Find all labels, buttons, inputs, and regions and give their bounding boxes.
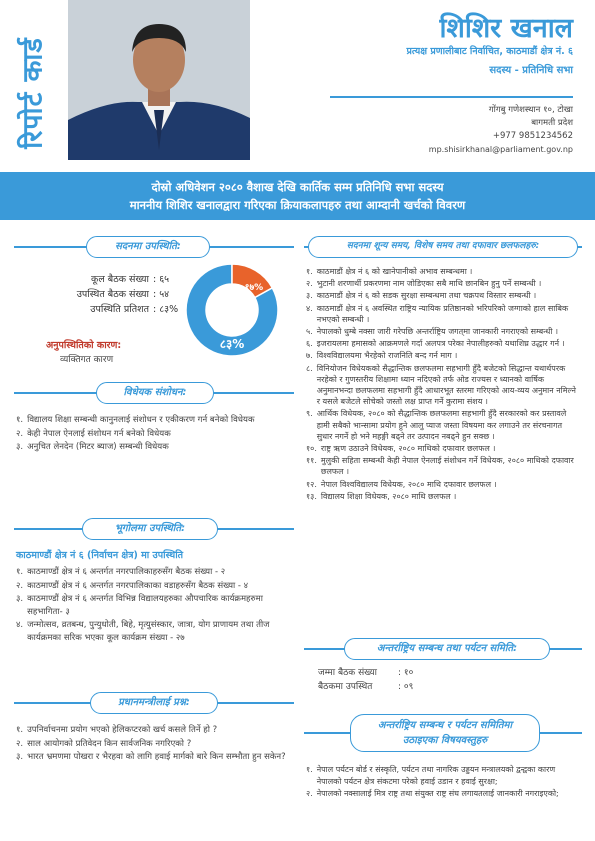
header-divider (330, 96, 573, 98)
pm-questions-heading: प्रधानमन्त्रीलाई प्रश्न: (90, 692, 218, 714)
donut-label-present: ८३% (219, 337, 245, 351)
geography-title: काठमाण्डौं क्षेत्र नं ६ (निर्वाचन क्षेत्र) मा उपस्थिति (16, 550, 184, 561)
intl-issues-heading-line-2: उठाइएका विषयवस्तुहरु (402, 735, 488, 746)
member-name: शिशिर खनाल (439, 13, 573, 44)
list-item: ९. आर्थिक विधेयक, २०८० को सैद्धान्तिक छलफलमा सहभागी हुँदै सरकारको कर प्रस्तावले हामी सबैको भान्सामा प्रयोग हुने आलु प्याज जस्ता विषयमा कर लगाउने तर संरचनागत सुधार नगर्ने हो भने महङ्गी बढ्ने तर उत्पादन नबढ्ने हुन सक्छ । (306, 409, 567, 441)
list-item: १३. विद्यालय शिक्षा विधेयक, २०८० माथि छलफल । (306, 491, 457, 501)
list-item: ४. काठमाडौं क्षेत्र नं ६ अवस्थित राष्ट्रिय न्यायिक प्रतिष्ठानको भरिपरिको जग्गाको हाल साबिक नभएको सम्बन्धी । (306, 303, 569, 324)
list-item: २. साल आयोगको प्रतिवेदन किन सार्वजनिक नगरिएको ? (16, 738, 192, 749)
contact-block (313, 104, 573, 156)
house-issues-list (306, 266, 580, 503)
bills-section-header (14, 382, 294, 404)
intl-issues-heading-line-1: अन्तर्राष्ट्रिय सम्बन्ध र पर्यटन समितिमा (377, 720, 513, 731)
address: गोंगबु गणेशस्थान १०, टोखा (488, 105, 573, 115)
list-item: ३. काठमाण्डौं क्षेत्र नं ६ अन्तर्गत विभिन्न विद्यालयहरुका औपचारिक कार्यक्रमहरुमा सहभागिता- ३ (16, 594, 263, 617)
list-item: २. नेपालको नक्सालाई मित्र राष्ट्र तथा संयुक्त राष्ट्र संघ लगायतलाई जानकारी नगराइएको; (306, 789, 559, 798)
house-issues-section-header (304, 236, 582, 258)
list-item: ४. जन्मोत्सव, व्रतबन्ध, पुन्युधोती, बिहे, मृत्युसंस्कार, जात्रा, योग प्राणायम तथा तीज कार्यक्रमका सरिक भएका कूल कार्यक्रम संख्या - २७ (16, 620, 270, 643)
list-item: २. केही नेपाल ऐनलाई संशोधन गर्न बनेको विधेयक (16, 428, 171, 439)
stat-label: बैठकमा उपस्थित (318, 682, 373, 692)
intl-committee-section-header (304, 638, 582, 660)
province: बागमती प्रदेश (531, 118, 573, 128)
absence-reason: व्यक्तिगत कारण (60, 355, 114, 365)
list-item: १. विद्यालय शिक्षा सम्बन्धी कानुनलाई संशोधन र एकीकरण गर्न बनेको विधेयक (16, 415, 255, 425)
absence-heading: अनुपस्थितिको कारण: (46, 340, 122, 351)
stat-row (20, 287, 195, 302)
pm-questions-list (16, 724, 286, 765)
stat-value: : ०९ (398, 682, 414, 692)
stat-row (20, 272, 195, 287)
email-link[interactable]: mp.shisirkhanal@parliament.gov.np (428, 145, 573, 154)
list-item: १०. राष्ट्र ऋण उठाउने विधेयक, २०८० माथिको दफावार छलफल । (306, 444, 496, 454)
phone: +977 9851234562 (492, 131, 573, 141)
donut-label-absent: १७% (244, 283, 264, 293)
stat-value: : ६५ (153, 274, 170, 285)
banner-line-1: दोस्रो अधिवेशन २०८० वैशाख देखि कार्तिक सम्म प्रतिनिधि सभा सदस्य (151, 180, 444, 194)
list-item: ८. विनियोजन विधेयकको सैद्धान्तिक छलफलमा सहभागी हुँदै बजेटको सिद्धान्त यथार्थपरक नरहेको र गुणस्तरीय शिक्षामा ध्यान नदिएको तर्फ ओड राज्यस र ध्यानको वार्षिक अनुमानभन्दा छलफलमा सहभागी हुँदै आधारभूत स्तरमा गरिएको आय-व्यय अनुमान नमिल्ने र यसले बजेटले सोचेको जस्तो लक्ष प्राप्त गर्ने कुरामा संशय । (306, 363, 576, 407)
list-item: ५. नेपालको धुम्बे नक्सा जारी गरेपछि अन्तर्राष्ट्रिय जगत्‌मा जानकारी नगराएको सम्बन्धी । (306, 327, 558, 337)
geography-list (16, 566, 296, 645)
profile-photo (68, 0, 250, 160)
bills-heading: विधेयक संशोधन: (96, 382, 214, 404)
intl-issues-section-header (304, 714, 582, 752)
list-item: ३. अनुचित लेनदेन (मिटर ब्याज) सम्बन्धी विधेयक (16, 442, 169, 452)
stat-value: : १० (398, 668, 414, 678)
list-item: १. काठमाण्डौं क्षेत्र नं ६ अन्तर्गत नगरपालिकाहरुसँग बैठक संख्या - २ (16, 567, 226, 577)
list-item: ७. विश्वविद्यालयमा भैरहेको राजनिति बन्द गर्न माग । (306, 351, 458, 361)
list-item: ६. इजरायलमा हमासको आक्रमणले गर्दा अलपत्र परेका नेपालीहरुको यथाशिघ्र उद्धार गर्न । (306, 339, 565, 349)
member-role: सदस्य - प्रतिनिधि सभा (489, 65, 573, 76)
intl-issues-heading (350, 714, 540, 752)
attendance-section-header (14, 236, 294, 258)
vertical-report-title (6, 18, 56, 168)
intl-committee-heading: अन्तर्राष्ट्रिय सम्बन्ध तथा पर्यटन समिति: (344, 638, 550, 660)
attendance-heading: सदनमा उपस्थिति: (86, 236, 210, 258)
constituency-subtitle: प्रत्यक्ष प्रणालीबाट निर्वाचित, काठमाडौं क्षेत्र नं. ६ (406, 46, 573, 57)
report-banner (0, 172, 595, 220)
stat-label: उपस्थित बैठक संख्या (76, 289, 149, 300)
stat-row (20, 302, 195, 317)
list-item: २. काठमाण्डौं क्षेत्र नं ६ अन्तर्गत नगरपालिकाका वडाहरुसँग बैठक संख्या - ४ (16, 580, 249, 591)
stat-label: जम्मा बैठक संख्या (318, 668, 377, 678)
list-item: १. उपनिर्वाचनमा प्रयोग भएको हेलिकप्टरको खर्च कसले तिर्ने हो ? (16, 725, 218, 735)
stat-row (318, 666, 413, 680)
stat-row (318, 680, 413, 694)
list-item: ११. मुलुकी सहिता सम्बन्धी केही नेपाल ऐनलाई संशोधन गर्ने विधेयक, २०८० माथिको दफावार छलफल । (306, 456, 574, 477)
geography-heading: भूगोलमा उपस्थिति: (82, 518, 218, 540)
stat-label: उपस्थिति प्रतिशत (90, 304, 149, 315)
intl-committee-stats (318, 666, 413, 694)
stat-value: : ५४ (153, 289, 170, 300)
house-issues-heading: सदनमा शून्य समय, विशेष समय तथा दफावार छलफलहरु: (308, 236, 578, 258)
report-card-title: रिपोर्ट कार्ड (17, 37, 49, 149)
intl-issues-list (306, 764, 580, 801)
list-item: २. भुटानी शरणार्थी प्रकरणमा नाम जोडिएका सबै माथि छानबिन हुनु पर्ने सम्बन्धी । (306, 279, 542, 289)
bills-list (16, 414, 296, 455)
pm-questions-section-header (14, 692, 294, 714)
list-item: १. काठमाडौं क्षेत्र नं ६ को खानेपानीको अभाव सम्बन्धमा । (306, 267, 473, 276)
list-item: ३. काठमाडौं क्षेत्र नं ६ को सडक सुरक्षा सम्बन्धमा तथा चक्रपथ विस्तार सम्बन्धी । (306, 291, 537, 301)
list-item: १. नेपाल पर्यटन बोर्ड र संस्कृति, पर्यटन तथा नागरिक उड्डयन मन्त्रालयको द्वन्द्वका कारण नेपालको पर्यटन क्षेत्र संकटमा परेको हवाई उडान र हवाई सुरक्षा; (306, 765, 556, 786)
list-item: ३. भारत भ्रमणमा पोखरा र भैरहवा को लागि हवाई मार्गको बारे किन सम्भौता हुन सकेन? (16, 752, 286, 762)
list-item: १२. नेपाल विश्वविद्यालय विधेयक, २०८० माथि दफावार छलफल । (306, 479, 497, 489)
stat-value: : ८३% (153, 304, 179, 315)
attendance-donut-chart (184, 262, 280, 358)
stat-label: कूल बैठक संख्या (91, 274, 149, 285)
geography-section-header (14, 518, 294, 540)
banner-line-2: माननीय शिशिर खनालद्वारा गरिएका क्रियाकलापहरु तथा आम्दानी खर्चको विवरण (129, 198, 466, 212)
attendance-stats (20, 272, 195, 317)
